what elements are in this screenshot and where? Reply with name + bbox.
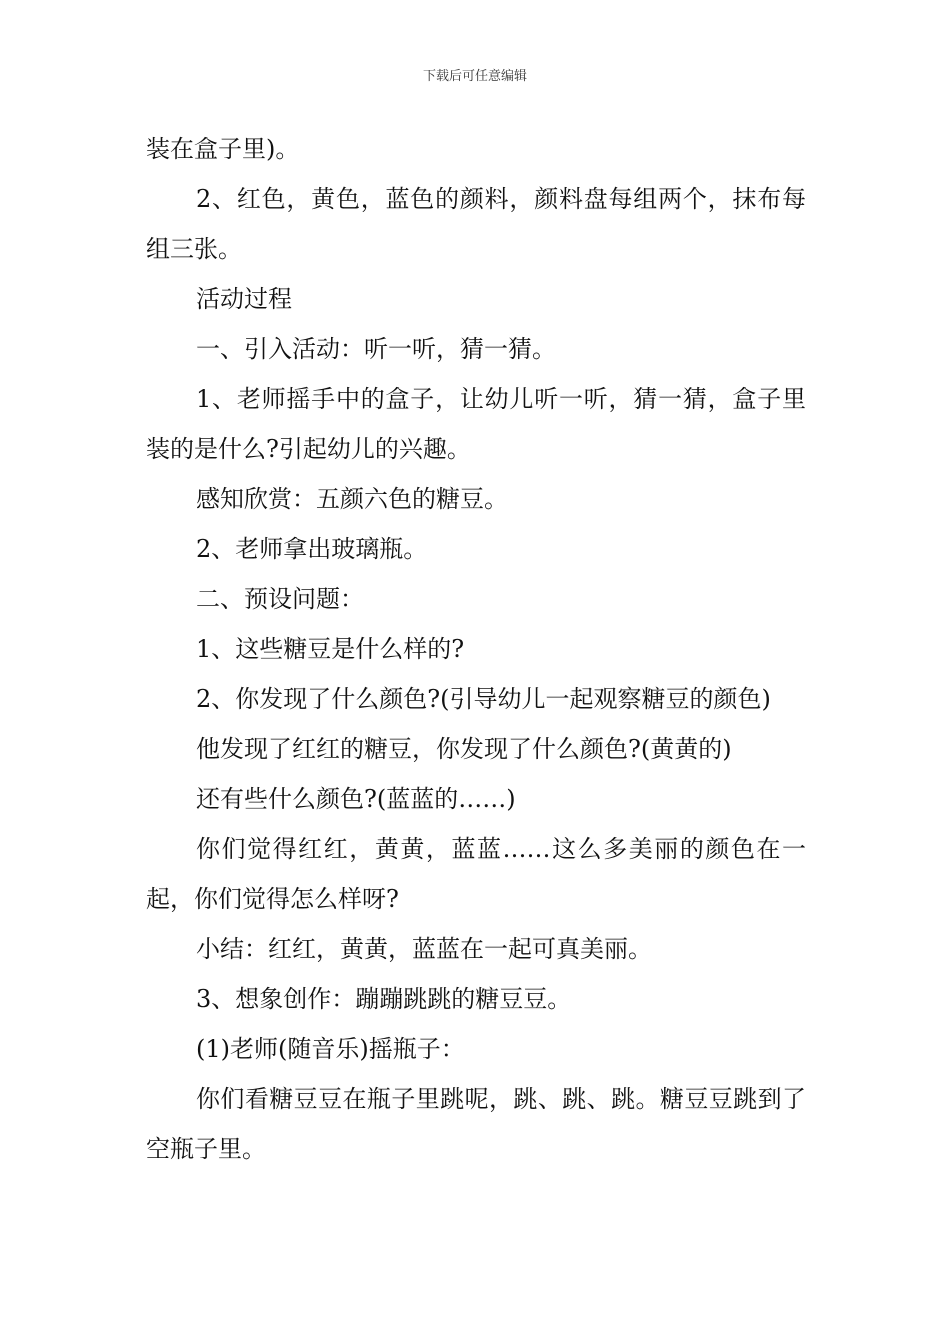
paragraph: 2、红色，黄色，蓝色的颜料，颜料盘每组两个，抹布每组三张。 — [146, 185, 806, 263]
paragraph: 2、你发现了什么颜色?(引导幼儿一起观察糖豆的颜色) — [196, 685, 771, 713]
section-heading: 二、预设问题： — [196, 585, 364, 613]
page-header: 下载后可任意编辑 — [422, 69, 527, 84]
paragraph: 他发现了红红的糖豆，你发现了什么颜色?(黄黄的) — [196, 735, 732, 763]
section-heading: 活动过程 — [196, 285, 292, 313]
section-heading: 一、引入活动：听一听，猜一猜。 — [196, 335, 556, 363]
paragraph: 你们觉得红红，黄黄，蓝蓝……这么多美丽的颜色在一起，你们觉得怎么样呀? — [146, 835, 806, 913]
paragraph: 小结：红红，黄黄，蓝蓝在一起可真美丽。 — [196, 935, 652, 963]
paragraph: 2、老师拿出玻璃瓶。 — [196, 535, 428, 563]
paragraph: 感知欣赏：五颜六色的糖豆。 — [196, 485, 508, 513]
paragraph: 你们看糖豆豆在瓶子里跳呢，跳、跳、跳。糖豆豆跳到了空瓶子里。 — [146, 1085, 806, 1163]
paragraph: 装在盒子里)。 — [146, 135, 300, 163]
paragraph: 还有些什么颜色?(蓝蓝的……) — [196, 785, 516, 813]
paragraph: 3、想象创作：蹦蹦跳跳的糖豆豆。 — [196, 985, 572, 1013]
paragraph: 1、这些糖豆是什么样的? — [196, 635, 465, 663]
document-body — [146, 124, 806, 1174]
paragraph: 1、老师摇手中的盒子，让幼儿听一听，猜一猜，盒子里装的是什么?引起幼儿的兴趣。 — [146, 385, 806, 463]
paragraph: (1)老师(随音乐)摇瓶子： — [196, 1035, 465, 1063]
